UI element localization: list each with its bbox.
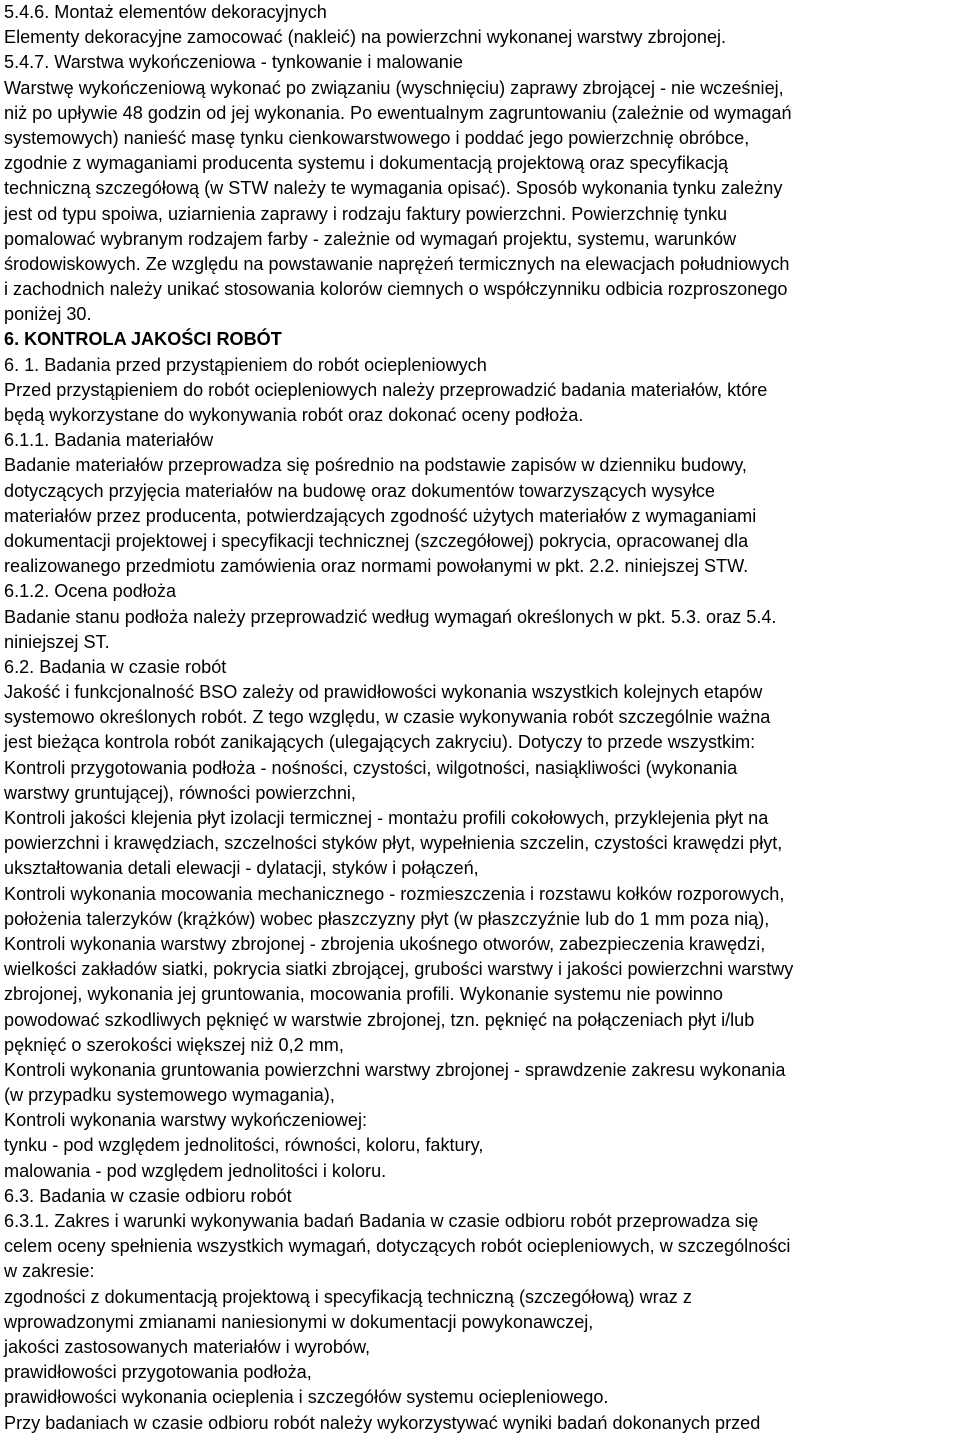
text-line: 6.2. Badania w czasie robót: [4, 656, 227, 677]
text-line: poniżej 30.: [4, 304, 92, 325]
text-line: zbrojonej, wykonania jej gruntowania, mocowania profili. Wykonanie systemu nie powinno: [4, 984, 723, 1005]
text-line: położenia talerzyków (krążków) wobec płaszczyzny płyt (w płaszczyźnie lub do 1 mm poza nią),: [4, 908, 770, 929]
text-line: 6.3.1. Zakres i warunki wykonywania badań Badania w czasie odbioru robót przeprowadza się: [4, 1211, 759, 1231]
text-line: będą wykorzystane do wykonywania robót oraz dokonać oceny podłoża.: [4, 405, 584, 425]
text-line: Przed przystąpieniem do robót ociepleniowych należy przeprowadzić badania materiałów, które: [4, 379, 768, 400]
text-line: powierzchni i krawędziach, szczelności styków płyt, wypełnienia szczelin, czystości krawędzi płyt,: [4, 833, 783, 854]
text-line: pęknięć o szerokości większej niż 0,2 mm,: [4, 1034, 344, 1055]
text-line: 6.1.1. Badania materiałów: [4, 430, 214, 451]
text-line: dotyczących przyjęcia materiałów na budowę oraz dokumentów towarzyszących wysyłce: [4, 480, 715, 501]
text-line: pomalować wybranym rodzajem farby - zależnie od wymagań projektu, systemu, warunków: [4, 228, 737, 249]
text-line: systemowych) nanieść masę tynku cienkowarstwowego i poddać jego powierzchnię obróbce,: [4, 127, 750, 148]
text-line: tynku - pod względem jednolitości, równości, koloru, faktury,: [4, 1135, 484, 1156]
text-line: i zachodnich należy unikać stosowania kolorów ciemnych o współczynniku odbicia rozproszonego: [4, 279, 788, 300]
text-line: Badanie materiałów przeprowadza się pośrednio na podstawie zapisów w dzienniku budowy,: [4, 455, 747, 476]
text-line: 5.4.7. Warstwa wykończeniowa - tynkowanie i malowanie: [4, 52, 463, 73]
text-line: dokumentacji projektowej i specyfikacji technicznej (szczegółowej) pokrycia, opracowanej dla: [4, 530, 749, 551]
text-line: Jakość i funkcjonalność BSO zależy od prawidłowości wykonania wszystkich kolejnych etapów: [4, 682, 763, 703]
text-line: materiałów przez producenta, potwierdzających zgodność użytych materiałów z wymaganiami: [4, 505, 757, 526]
text-line: jakości zastosowanych materiałów i wyrobów,: [4, 1336, 371, 1357]
document-body: [4, 0, 956, 1436]
text-line: niniejszej ST.: [4, 631, 110, 652]
text-line: zgodności z dokumentacją projektową i specyfikacją techniczną (szczegółową) wraz z: [4, 1286, 692, 1307]
text-line: 6. 1. Badania przed przystąpieniem do robót ociepleniowych: [4, 354, 487, 375]
text-line: Kontroli wykonania mocowania mechanicznego - rozmieszczenia i rozstawu kołków rozporowych,: [4, 883, 785, 904]
text-line: prawidłowości wykonania ocieplenia i szczegółów systemu ociepleniowego.: [4, 1387, 609, 1408]
text-line: techniczną szczegółową (w STW należy te wymagania opisać). Sposób wykonania tynku zależny: [4, 178, 783, 199]
text-line: systemowo określonych robót. Z tego względu, w czasie wykonywania robót szczególnie ważna: [4, 707, 771, 728]
text-line: realizowanego przedmiotu zamówienia oraz normami powołanymi w pkt. 2.2. niniejszej STW.: [4, 556, 749, 577]
text-line: celem oceny spełnienia wszystkich wymagań, dotyczących robót ociepleniowych, w szczególności: [4, 1236, 791, 1257]
text-line: jest bieżąca kontrola robót zanikających (ulegających zakryciu). Dotyczy to przede wszystkim:: [4, 732, 756, 753]
text-line: warstwy gruntującej), równości powierzchni,: [4, 782, 356, 803]
text-line: Kontroli wykonania gruntowania powierzchni warstwy zbrojonej - sprawdzenie zakresu wykonania: [4, 1059, 786, 1080]
text-line: środowiskowych. Ze względu na powstawanie naprężeń termicznych na elewacjach południowych: [4, 253, 790, 274]
text-line: prawidłowości przygotowania podłoża,: [4, 1362, 312, 1383]
text-line: Kontroli przygotowania podłoża - nośności, czystości, wilgotności, nasiąkliwości (wykonania: [4, 757, 738, 778]
text-line: niż po upływie 48 godzin od jej wykonania. Po ewentualnym zagruntowaniu (zależnie od wymagań: [4, 102, 792, 123]
text-line: Elementy dekoracyjne zamocować (nakleić) na powierzchni wykonanej warstwy zbrojonej.: [4, 27, 727, 48]
text-line: Badanie stanu podłoża należy przeprowadzić według wymagań określonych w pkt. 5.3. oraz 5.4.: [4, 606, 777, 627]
text-line: Kontroli wykonania warstwy zbrojonej - zbrojenia ukośnego otworów, zabezpieczenia krawędzi,: [4, 933, 766, 954]
text-line: powodować szkodliwych pęknięć w warstwie zbrojonej, tzn. pęknięć na połączeniach płyt i/lub: [4, 1009, 755, 1030]
text-line: 6.1.2. Ocena podłoża: [4, 581, 177, 602]
text-line: w zakresie:: [4, 1261, 95, 1282]
section-heading: 6. KONTROLA JAKOŚCI ROBÓT: [4, 329, 282, 350]
text-line: jest od typu spoiwa, uziarnienia zaprawy i rodzaju faktury powierzchni. Powierzchnię tynku: [4, 203, 728, 224]
text-line: Kontroli jakości klejenia płyt izolacji termicznej - montażu profili cokołowych, przyklejenia płyt na: [4, 808, 769, 828]
text-line: 6.3. Badania w czasie odbioru robót: [4, 1185, 292, 1206]
text-line: Przy badaniach w czasie odbioru robót należy wykorzystywać wyniki badań dokonanych przed: [4, 1412, 761, 1433]
text-line: Kontroli wykonania warstwy wykończeniowej:: [4, 1110, 368, 1131]
text-line: wielkości zakładów siatki, pokrycia siatki zbrojącej, grubości warstwy i jakości powierzchni warstwy: [4, 959, 794, 980]
text-line: malowania - pod względem jednolitości i koloru.: [4, 1160, 387, 1181]
text-line: wprowadzonymi zmianami naniesionymi w dokumentacji powykonawczej,: [4, 1311, 594, 1332]
text-line: zgodnie z wymaganiami producenta systemu i dokumentacją projektową oraz specyfikacją: [4, 153, 729, 174]
text-line: (w przypadku systemowego wymagania),: [4, 1085, 335, 1106]
text-line: Warstwę wykończeniową wykonać po związaniu (wyschnięciu) zaprawy zbrojącej - nie wcześniej,: [4, 77, 784, 98]
text-line: 5.4.6. Montaż elementów dekoracyjnych: [4, 2, 327, 22]
text-line: ukształtowania detali elewacji - dylatacji, styków i połączeń,: [4, 858, 479, 879]
